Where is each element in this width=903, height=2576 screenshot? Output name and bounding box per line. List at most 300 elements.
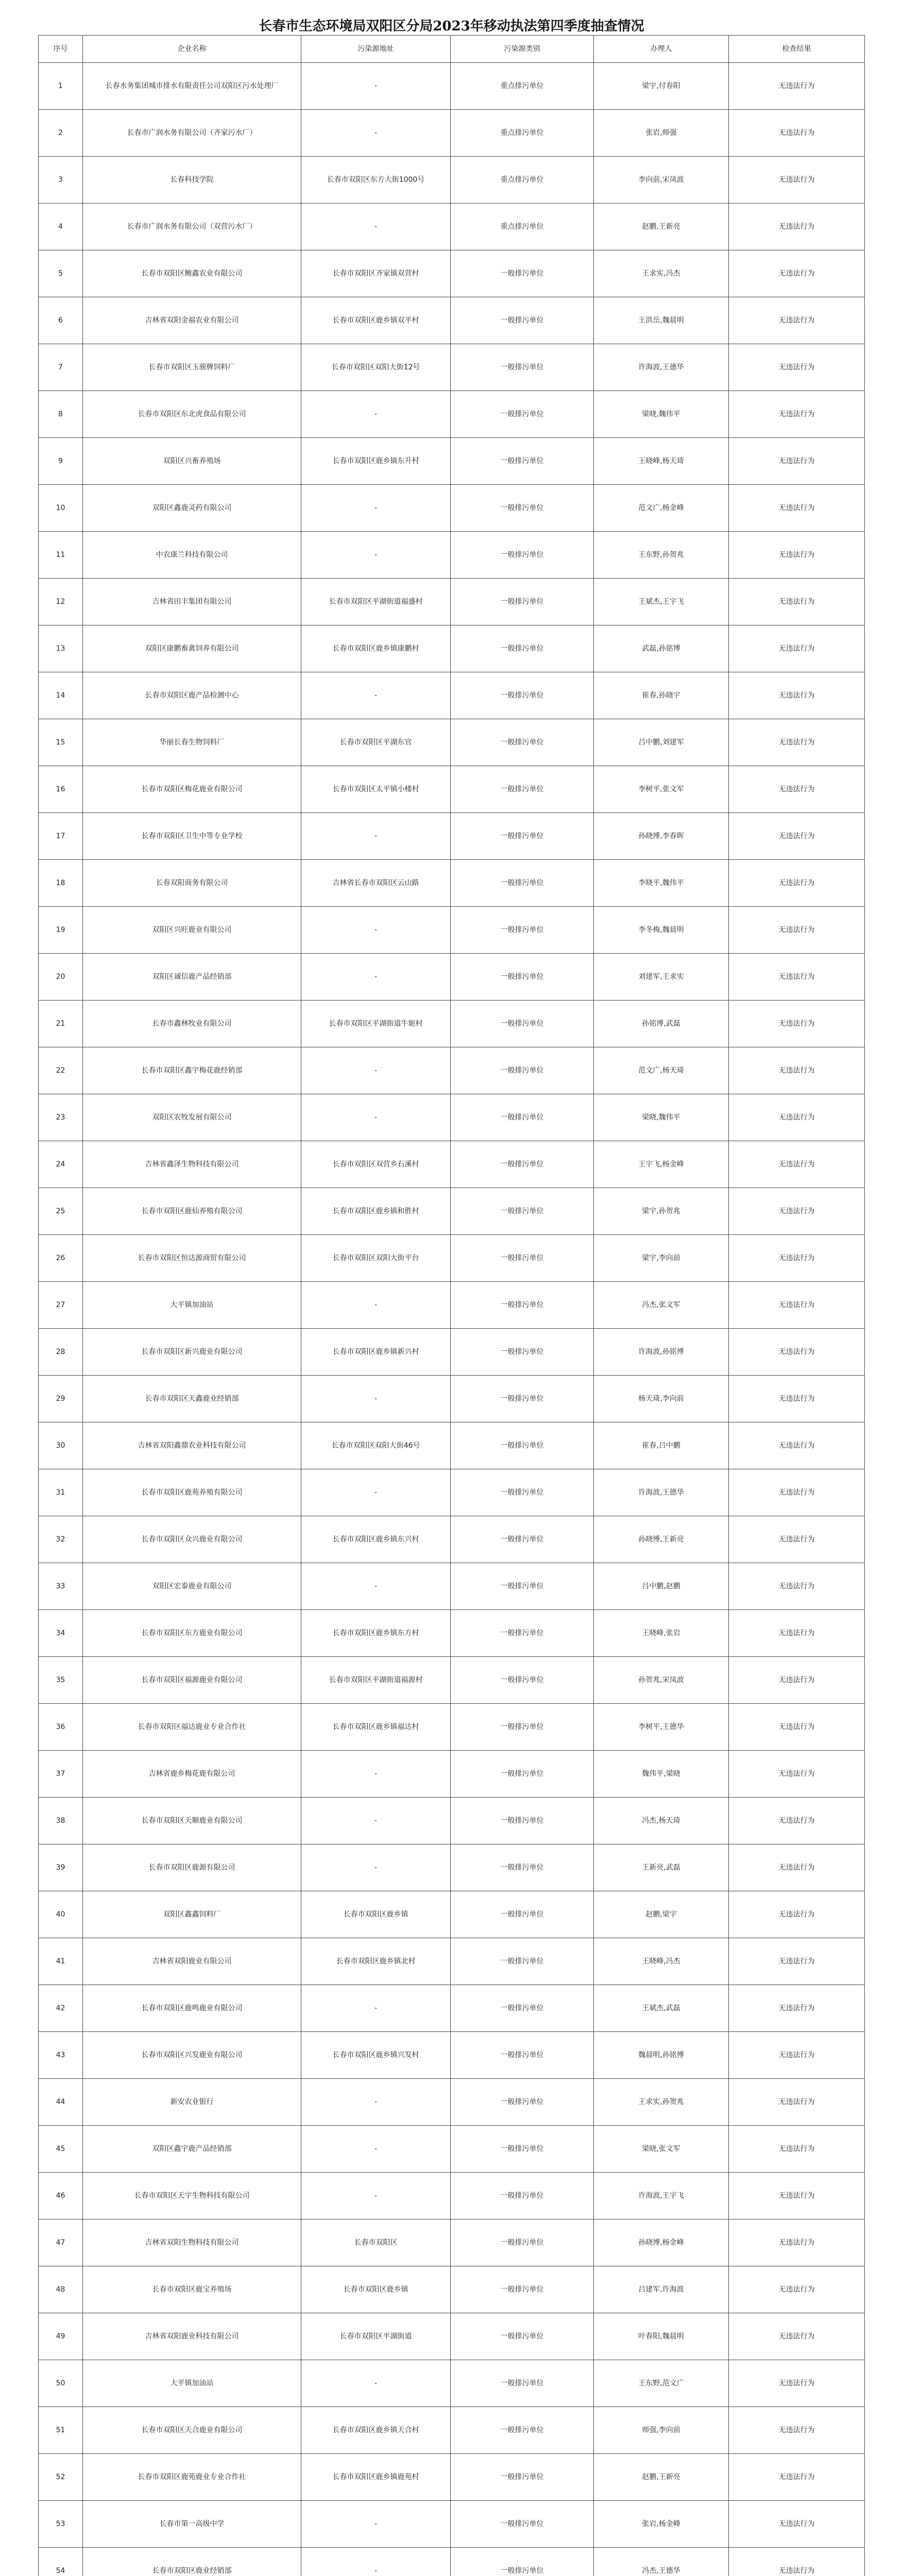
cell-address: 长春市双阳区平湖街道福源村 — [301, 1657, 451, 1704]
cell-handler: 王洪岳,魏晨明 — [594, 297, 729, 344]
cell-handler: 孙晓博,王新亮 — [594, 1516, 729, 1563]
cell-address: 吉林省长春市双阳区云山路 — [301, 860, 451, 907]
cell-result: 无违法行为 — [729, 2548, 865, 2576]
cell-category: 一般排污单位 — [451, 1282, 594, 1329]
cell-result: 无违法行为 — [729, 2407, 865, 2454]
cell-index: 24 — [39, 1141, 83, 1188]
cell-company: 长春科技学院 — [83, 157, 301, 204]
cell-company: 长春市双阳区兴发鹿业有限公司 — [83, 2032, 301, 2079]
cell-address: - — [301, 2173, 451, 2219]
cell-category: 重点排污单位 — [451, 63, 594, 110]
cell-result: 无违法行为 — [729, 766, 865, 813]
cell-index: 21 — [39, 1001, 83, 1047]
cell-index: 17 — [39, 813, 83, 860]
cell-handler: 李树平,张文军 — [594, 766, 729, 813]
cell-index: 12 — [39, 579, 83, 625]
cell-index: 33 — [39, 1563, 83, 1610]
header-category: 污染源类别 — [451, 36, 594, 63]
cell-company: 长春市双阳区东北虎食品有限公司 — [83, 391, 301, 438]
cell-company: 长春市双阳区众兴鹿业有限公司 — [83, 1516, 301, 1563]
cell-address: - — [301, 485, 451, 532]
cell-index: 32 — [39, 1516, 83, 1563]
cell-index: 36 — [39, 1704, 83, 1751]
cell-handler: 李向前,宋凤波 — [594, 157, 729, 204]
cell-handler: 崔春,吕中鹏 — [594, 1422, 729, 1469]
cell-index: 47 — [39, 2219, 83, 2266]
cell-result: 无违法行为 — [729, 2454, 865, 2501]
table-row — [39, 719, 865, 766]
cell-index: 2 — [39, 110, 83, 157]
cell-address: - — [301, 1282, 451, 1329]
cell-address: - — [301, 1469, 451, 1516]
cell-category: 一般排污单位 — [451, 1469, 594, 1516]
cell-handler: 李树平,王德华 — [594, 1704, 729, 1751]
table-row — [39, 2407, 865, 2454]
cell-result: 无违法行为 — [729, 1610, 865, 1657]
cell-handler: 范文广,杨金峰 — [594, 485, 729, 532]
cell-index: 19 — [39, 907, 83, 954]
cell-category: 一般排污单位 — [451, 297, 594, 344]
cell-address: 长春市双阳区平湖街道 — [301, 2313, 451, 2360]
cell-category: 一般排污单位 — [451, 1938, 594, 1985]
table-row — [39, 1235, 865, 1282]
cell-handler: 孙晓博,李春晖 — [594, 813, 729, 860]
cell-result: 无违法行为 — [729, 2360, 865, 2407]
cell-index: 27 — [39, 1282, 83, 1329]
cell-handler: 王新亮,武磊 — [594, 1844, 729, 1891]
cell-result: 无违法行为 — [729, 250, 865, 297]
table-row — [39, 1844, 865, 1891]
cell-handler: 魏伟平,梁晓 — [594, 1751, 729, 1798]
cell-company: 长春市双阳区新兴鹿业有限公司 — [83, 1329, 301, 1376]
cell-company: 长春市双阳区恒达源商贸有限公司 — [83, 1235, 301, 1282]
cell-company: 长春市双阳区鹿源有限公司 — [83, 1844, 301, 1891]
cell-handler: 许海波,王德华 — [594, 1469, 729, 1516]
cell-category: 一般排污单位 — [451, 2173, 594, 2219]
cell-address: - — [301, 2126, 451, 2173]
cell-handler: 冯杰,杨天琦 — [594, 1798, 729, 1844]
cell-handler: 杨天琦,李向前 — [594, 1376, 729, 1422]
cell-result: 无违法行为 — [729, 625, 865, 672]
cell-result: 无违法行为 — [729, 1376, 865, 1422]
cell-company: 双阳区农牧发展有限公司 — [83, 1094, 301, 1141]
cell-result: 无违法行为 — [729, 1422, 865, 1469]
cell-result: 无违法行为 — [729, 2173, 865, 2219]
cell-address: 长春市双阳区鹿乡镇东兴村 — [301, 1516, 451, 1563]
cell-company: 长春市双阳区鹿宝养殖场 — [83, 2266, 301, 2313]
table-row — [39, 1938, 865, 1985]
cell-company: 长春市双阳区玉骏牌饲料厂 — [83, 344, 301, 391]
cell-category: 一般排污单位 — [451, 1657, 594, 1704]
cell-category: 一般排污单位 — [451, 2266, 594, 2313]
cell-category: 重点排污单位 — [451, 157, 594, 204]
cell-category: 一般排污单位 — [451, 2219, 594, 2266]
cell-handler: 王晓峰,杨天琦 — [594, 438, 729, 485]
cell-company: 长春市双阳区天合鹿业有限公司 — [83, 2407, 301, 2454]
cell-index: 45 — [39, 2126, 83, 2173]
cell-result: 无违法行为 — [729, 1141, 865, 1188]
table-row — [39, 954, 865, 1001]
cell-handler: 张岩,师强 — [594, 110, 729, 157]
cell-index: 38 — [39, 1798, 83, 1844]
cell-company: 长春市双阳区天宇生物科技有限公司 — [83, 2173, 301, 2219]
cell-company: 长春市双阳区鹿鸣鹿业有限公司 — [83, 1985, 301, 2032]
cell-company: 长春市双阳区鹿苑鹿业专业合作社 — [83, 2454, 301, 2501]
cell-result: 无违法行为 — [729, 204, 865, 250]
cell-category: 一般排污单位 — [451, 860, 594, 907]
cell-category: 一般排污单位 — [451, 1001, 594, 1047]
cell-company: 长春市鑫林牧业有限公司 — [83, 1001, 301, 1047]
table-row — [39, 2219, 865, 2266]
cell-handler: 王宇飞,杨金峰 — [594, 1141, 729, 1188]
cell-index: 39 — [39, 1844, 83, 1891]
cell-handler: 王东野,范文广 — [594, 2360, 729, 2407]
cell-category: 一般排污单位 — [451, 438, 594, 485]
cell-category: 一般排污单位 — [451, 2501, 594, 2548]
cell-handler: 许海波,孙铭博 — [594, 1329, 729, 1376]
cell-index: 23 — [39, 1094, 83, 1141]
cell-result: 无违法行为 — [729, 2313, 865, 2360]
cell-address: 长春市双阳区 — [301, 2219, 451, 2266]
table-row — [39, 2360, 865, 2407]
cell-company: 双阳区鑫鹿灵药有限公司 — [83, 485, 301, 532]
cell-handler: 王东野,孙贺兆 — [594, 532, 729, 579]
cell-category: 一般排污单位 — [451, 2407, 594, 2454]
cell-address: 长春市双阳区平湖街道福盛村 — [301, 579, 451, 625]
cell-company: 长春双阳商务有限公司 — [83, 860, 301, 907]
cell-address: - — [301, 2501, 451, 2548]
cell-result: 无违法行为 — [729, 1094, 865, 1141]
cell-address: 长春市双阳区平湖东官 — [301, 719, 451, 766]
cell-address: - — [301, 204, 451, 250]
cell-address: - — [301, 1798, 451, 1844]
cell-index: 15 — [39, 719, 83, 766]
cell-index: 4 — [39, 204, 83, 250]
cell-handler: 孙铭博,武磊 — [594, 1001, 729, 1047]
cell-company: 长春水务集团城市排水有限责任公司双阳区污水处理厂 — [83, 63, 301, 110]
table-row — [39, 1563, 865, 1610]
table-row — [39, 625, 865, 672]
table-row — [39, 438, 865, 485]
table-row — [39, 1751, 865, 1798]
table-row — [39, 344, 865, 391]
cell-index: 6 — [39, 297, 83, 344]
cell-address: - — [301, 1844, 451, 1891]
table-row — [39, 1141, 865, 1188]
cell-address: - — [301, 63, 451, 110]
cell-index: 34 — [39, 1610, 83, 1657]
cell-handler: 李晓平,魏伟平 — [594, 860, 729, 907]
cell-address: 长春市双阳区鹿乡镇鹿苑村 — [301, 2454, 451, 2501]
cell-category: 一般排污单位 — [451, 1329, 594, 1376]
cell-handler: 赵鹏,梁宇 — [594, 1891, 729, 1938]
cell-category: 一般排污单位 — [451, 1047, 594, 1094]
cell-index: 8 — [39, 391, 83, 438]
cell-handler: 王求实,孙贺兆 — [594, 2079, 729, 2126]
cell-result: 无违法行为 — [729, 1704, 865, 1751]
cell-company: 长春市双阳区鑫宇梅花鹿经销部 — [83, 1047, 301, 1094]
cell-company: 长春市第一高级中学 — [83, 2501, 301, 2548]
cell-result: 无违法行为 — [729, 1938, 865, 1985]
cell-category: 一般排污单位 — [451, 1094, 594, 1141]
table-row — [39, 532, 865, 579]
cell-handler: 李冬梅,魏晨明 — [594, 907, 729, 954]
cell-company: 中农康兰科技有限公司 — [83, 532, 301, 579]
cell-company: 双阳区兴旺鹿业有限公司 — [83, 907, 301, 954]
cell-index: 37 — [39, 1751, 83, 1798]
cell-company: 双阳区诚信鹿产品经销部 — [83, 954, 301, 1001]
table-row — [39, 2032, 865, 2079]
header-index: 序号 — [39, 36, 83, 63]
cell-company: 长春市双阳区天鑫鹿业经销部 — [83, 1376, 301, 1422]
cell-handler: 梁宇,李向前 — [594, 1235, 729, 1282]
cell-handler: 赵鹏,王新亮 — [594, 2454, 729, 2501]
cell-handler: 吕中鹏,赵鹏 — [594, 1563, 729, 1610]
header-handler: 办理人 — [594, 36, 729, 63]
cell-category: 一般排污单位 — [451, 1422, 594, 1469]
cell-address: 长春市双阳区鹿乡镇康鹏村 — [301, 625, 451, 672]
cell-handler: 梁晓,张文军 — [594, 2126, 729, 2173]
cell-result: 无违法行为 — [729, 532, 865, 579]
cell-result: 无违法行为 — [729, 1563, 865, 1610]
cell-category: 一般排污单位 — [451, 954, 594, 1001]
cell-address: 长春市双阳区鹿乡镇东方村 — [301, 1610, 451, 1657]
cell-category: 重点排污单位 — [451, 110, 594, 157]
cell-address: 长春市双阳区双阳大街平台 — [301, 1235, 451, 1282]
cell-handler: 冯杰,张文军 — [594, 1282, 729, 1329]
cell-category: 一般排污单位 — [451, 579, 594, 625]
cell-address: - — [301, 2548, 451, 2576]
cell-handler: 刘建军,王求实 — [594, 954, 729, 1001]
cell-result: 无违法行为 — [729, 1235, 865, 1282]
cell-result: 无违法行为 — [729, 1985, 865, 2032]
cell-company: 长春市双阳区鹿苑养殖有限公司 — [83, 1469, 301, 1516]
table-row — [39, 1657, 865, 1704]
cell-handler: 许海波,王宇飞 — [594, 2173, 729, 2219]
cell-handler: 王晓峰,冯杰 — [594, 1938, 729, 1985]
cell-index: 28 — [39, 1329, 83, 1376]
cell-address: - — [301, 2360, 451, 2407]
cell-address: 长春市双阳区鹿乡镇东升村 — [301, 438, 451, 485]
cell-category: 一般排污单位 — [451, 625, 594, 672]
cell-category: 一般排污单位 — [451, 1376, 594, 1422]
table-row — [39, 672, 865, 719]
table-row — [39, 907, 865, 954]
cell-index: 40 — [39, 1891, 83, 1938]
table-row — [39, 1282, 865, 1329]
cell-result: 无违法行为 — [729, 1188, 865, 1235]
cell-company: 吉林省双阳鹿业有限公司 — [83, 1938, 301, 1985]
cell-index: 14 — [39, 672, 83, 719]
cell-category: 一般排污单位 — [451, 532, 594, 579]
cell-category: 一般排污单位 — [451, 344, 594, 391]
cell-address: 长春市双阳区鹿乡镇 — [301, 1891, 451, 1938]
cell-index: 31 — [39, 1469, 83, 1516]
header-result: 检查结果 — [729, 36, 865, 63]
cell-handler: 师强,李向前 — [594, 2407, 729, 2454]
cell-company: 吉林省双阳鹿业科技有限公司 — [83, 2313, 301, 2360]
cell-index: 20 — [39, 954, 83, 1001]
cell-category: 一般排污单位 — [451, 391, 594, 438]
cell-handler: 赵鹏,王新亮 — [594, 204, 729, 250]
cell-result: 无违法行为 — [729, 1282, 865, 1329]
cell-result: 无违法行为 — [729, 2126, 865, 2173]
cell-handler: 吕中鹏,刘建军 — [594, 719, 729, 766]
table-row — [39, 2266, 865, 2313]
cell-result: 无违法行为 — [729, 719, 865, 766]
header-company: 企业名称 — [83, 36, 301, 63]
cell-category: 一般排污单位 — [451, 907, 594, 954]
cell-company: 长春市双阳区福达鹿业专业合作社 — [83, 1704, 301, 1751]
cell-address: 长春市双阳区鹿乡镇兴发村 — [301, 2032, 451, 2079]
cell-address: - — [301, 1094, 451, 1141]
cell-category: 一般排污单位 — [451, 1141, 594, 1188]
cell-handler: 王晓峰,张岩 — [594, 1610, 729, 1657]
table-row — [39, 1704, 865, 1751]
cell-address: - — [301, 532, 451, 579]
table-row — [39, 766, 865, 813]
cell-result: 无违法行为 — [729, 1329, 865, 1376]
table-row — [39, 579, 865, 625]
cell-address: 长春市双阳区齐家镇双营村 — [301, 250, 451, 297]
cell-address: - — [301, 813, 451, 860]
cell-index: 3 — [39, 157, 83, 204]
cell-address: - — [301, 1047, 451, 1094]
table-row — [39, 1188, 865, 1235]
cell-result: 无违法行为 — [729, 813, 865, 860]
cell-address: - — [301, 1563, 451, 1610]
cell-address: - — [301, 907, 451, 954]
cell-index: 54 — [39, 2548, 83, 2576]
cell-address: - — [301, 672, 451, 719]
cell-category: 一般排污单位 — [451, 813, 594, 860]
cell-index: 41 — [39, 1938, 83, 1985]
cell-category: 一般排污单位 — [451, 2313, 594, 2360]
cell-address: 长春市双阳区双阳大街46号 — [301, 1422, 451, 1469]
cell-index: 46 — [39, 2173, 83, 2219]
cell-result: 无违法行为 — [729, 1001, 865, 1047]
cell-company: 长春市双阳区鲍鑫农业有限公司 — [83, 250, 301, 297]
table-row — [39, 1985, 865, 2032]
cell-result: 无违法行为 — [729, 1844, 865, 1891]
cell-company: 华丽长春生物饲料厂 — [83, 719, 301, 766]
cell-company: 长春市双阳区鹿仙养殖有限公司 — [83, 1188, 301, 1235]
table-row — [39, 1610, 865, 1657]
table-row — [39, 1798, 865, 1844]
cell-address: 长春市双阳区太平镇小楼村 — [301, 766, 451, 813]
cell-handler: 梁宇,孙贺兆 — [594, 1188, 729, 1235]
cell-company: 吉林省双阳金福农业有限公司 — [83, 297, 301, 344]
cell-category: 一般排污单位 — [451, 1751, 594, 1798]
inspection-table — [38, 35, 865, 2576]
cell-handler: 冯杰,王德华 — [594, 2548, 729, 2576]
table-row — [39, 391, 865, 438]
cell-address: - — [301, 1376, 451, 1422]
cell-index: 29 — [39, 1376, 83, 1422]
cell-company: 长春市双阳区天顺鹿业有限公司 — [83, 1798, 301, 1844]
cell-handler: 梁宇,付春阳 — [594, 63, 729, 110]
cell-handler: 许海波,王德华 — [594, 344, 729, 391]
cell-address: 长春市双阳区鹿乡镇天合村 — [301, 2407, 451, 2454]
cell-address: 长春市双阳区鹿乡镇福达村 — [301, 1704, 451, 1751]
cell-handler: 张岩,杨金峰 — [594, 2501, 729, 2548]
cell-address: - — [301, 2079, 451, 2126]
table-row — [39, 157, 865, 204]
cell-index: 48 — [39, 2266, 83, 2313]
cell-result: 无违法行为 — [729, 2501, 865, 2548]
cell-category: 一般排污单位 — [451, 1188, 594, 1235]
cell-result: 无违法行为 — [729, 1516, 865, 1563]
table-row — [39, 860, 865, 907]
cell-address: - — [301, 1751, 451, 1798]
cell-result: 无违法行为 — [729, 110, 865, 157]
cell-address: 长春市双阳区平湖街道牛轭村 — [301, 1001, 451, 1047]
cell-address: - — [301, 1985, 451, 2032]
table-row — [39, 2313, 865, 2360]
cell-index: 49 — [39, 2313, 83, 2360]
cell-result: 无违法行为 — [729, 1047, 865, 1094]
cell-handler: 孙贺兆,宋凤波 — [594, 1657, 729, 1704]
cell-handler: 吕建军,许海波 — [594, 2266, 729, 2313]
cell-result: 无违法行为 — [729, 438, 865, 485]
table-row — [39, 2501, 865, 2548]
cell-category: 重点排污单位 — [451, 204, 594, 250]
cell-company: 长春市双阳区鹿业经销部 — [83, 2548, 301, 2576]
table-row — [39, 204, 865, 250]
cell-index: 10 — [39, 485, 83, 532]
cell-category: 一般排污单位 — [451, 250, 594, 297]
table-row — [39, 1329, 865, 1376]
cell-handler: 梁晓,魏伟平 — [594, 391, 729, 438]
cell-company: 双阳区鑫宇鹿产品经销部 — [83, 2126, 301, 2173]
cell-index: 26 — [39, 1235, 83, 1282]
table-row — [39, 1469, 865, 1516]
cell-company: 吉林省鹿乡梅花鹿有限公司 — [83, 1751, 301, 1798]
cell-index: 22 — [39, 1047, 83, 1094]
table-row — [39, 1376, 865, 1422]
cell-index: 50 — [39, 2360, 83, 2407]
cell-company: 吉林省田丰集团有限公司 — [83, 579, 301, 625]
cell-company: 吉林省双阳鑫鼎农业科技有限公司 — [83, 1422, 301, 1469]
cell-category: 一般排污单位 — [451, 2360, 594, 2407]
cell-index: 11 — [39, 532, 83, 579]
cell-category: 一般排污单位 — [451, 1844, 594, 1891]
cell-address: - — [301, 391, 451, 438]
cell-index: 44 — [39, 2079, 83, 2126]
cell-index: 13 — [39, 625, 83, 672]
cell-company: 大平镇加油站 — [83, 1282, 301, 1329]
table-row — [39, 1516, 865, 1563]
cell-result: 无违法行为 — [729, 297, 865, 344]
table-row — [39, 1094, 865, 1141]
table-row — [39, 2079, 865, 2126]
cell-address: 长春市双阳区鹿乡镇新兴村 — [301, 1329, 451, 1376]
cell-category: 一般排污单位 — [451, 672, 594, 719]
cell-result: 无违法行为 — [729, 391, 865, 438]
table-row — [39, 813, 865, 860]
cell-category: 一般排污单位 — [451, 485, 594, 532]
cell-result: 无违法行为 — [729, 157, 865, 204]
cell-result: 无违法行为 — [729, 344, 865, 391]
cell-index: 16 — [39, 766, 83, 813]
cell-category: 一般排污单位 — [451, 1516, 594, 1563]
cell-result: 无违法行为 — [729, 579, 865, 625]
table-row — [39, 110, 865, 157]
cell-address: 长春市双阳区双营乡石溪村 — [301, 1141, 451, 1188]
cell-category: 一般排污单位 — [451, 2032, 594, 2079]
cell-category: 一般排污单位 — [451, 2079, 594, 2126]
cell-address: 长春市双阳区双阳大街12号 — [301, 344, 451, 391]
